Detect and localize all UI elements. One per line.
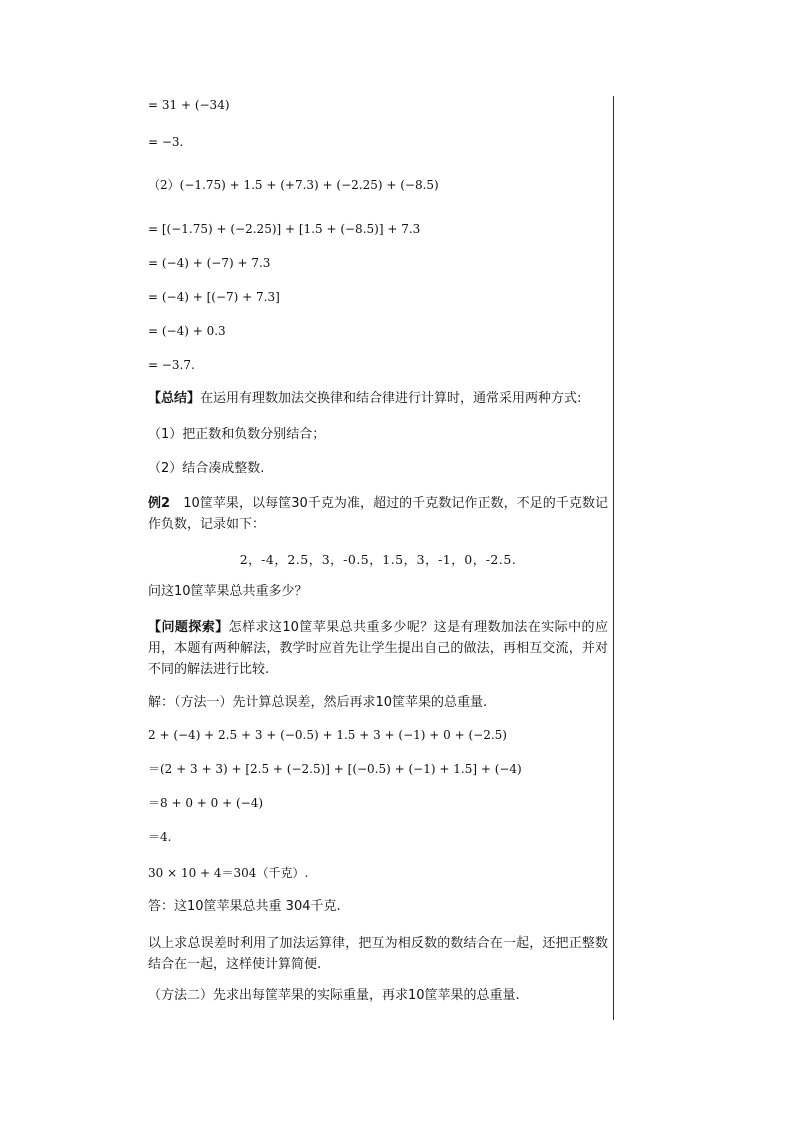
solution-method-2: （方法二）先求出每筐苹果的实际重量，再求10筐苹果的总重量.	[148, 988, 520, 1003]
solution-step-3: ＝8 + 0 + 0 + (−4)	[148, 796, 264, 810]
example-2-label: 例2	[148, 496, 171, 511]
example-2-data: 2，-4，2.5，3，-0.5，1.5，3，-1，0，-2.5.	[239, 552, 517, 567]
right-margin-rule	[613, 96, 614, 1020]
eq-line-7: = (−4) + 0.3	[148, 324, 226, 338]
eq-line-5: = (−4) + (−7) + 7.3	[148, 256, 271, 270]
eq-line-1: = 31 + (−34)	[148, 98, 230, 112]
summary-tag: 【总结】	[148, 391, 201, 406]
solution-step-2: ＝(2 + 3 + 3) + [2.5 + (−2.5)] + [(−0.5) + (−1) + 1.5] + (−4)	[148, 762, 522, 776]
summary-item-1: （1）把正数和负数分别结合；	[148, 427, 326, 442]
explore-tag: 【问题探索】	[148, 620, 229, 635]
explore-text: 怎样求这10筐苹果总共重多少呢？这是有理数加法在实际中的应用，本题有两种解法，教学时应首先让学生提出自己的做法，再相互交流，并对不同的解法进行比较.	[148, 620, 608, 677]
solution-note: 以上求总误差时利用了加法运算律，把互为相反数的数结合在一起，还把正整数结合在一起，这样使计算简便.	[148, 936, 608, 972]
example-2-paragraph	[148, 493, 608, 535]
eq-line-8: = −3.7.	[148, 358, 195, 372]
example-2-question: 问这10筐苹果总共重多少？	[148, 584, 308, 599]
solution-intro: 解：（方法一）先计算总误差，然后再求10筐苹果的总重量.	[148, 695, 488, 710]
explore-paragraph	[148, 617, 608, 680]
summary-item-2: （2）结合凑成整数.	[148, 461, 265, 476]
solution-step-5: 30 × 10 + 4＝304（千克）.	[148, 866, 309, 880]
eq-line-4: = [(−1.75) + (−2.25)] + [1.5 + (−8.5)] + 7.3	[148, 222, 421, 236]
solution-step-1: 2 + (−4) + 2.5 + 3 + (−0.5) + 1.5 + 3 + (−1) + 0 + (−2.5)	[148, 728, 507, 742]
eq-line-3: （2）(−1.75) + 1.5 + (+7.3) + (−2.25) + (−8.5)	[148, 178, 439, 192]
solution-step-4: ＝4.	[148, 830, 172, 844]
eq-line-6: = (−4) + [(−7) + 7.3]	[148, 290, 280, 304]
eq-line-2: = −3.	[148, 135, 184, 149]
summary-line	[148, 391, 581, 407]
summary-text: 在运用有理数加法交换律和结合律进行计算时，通常采用两种方式:	[200, 391, 582, 406]
example-2-text: 10筐苹果，以每筐30千克为准，超过的千克数记作正数，不足的千克数记作负数，记录如下：	[148, 496, 608, 532]
solution-answer: 答：这10筐苹果总共重 304千克.	[148, 899, 341, 914]
